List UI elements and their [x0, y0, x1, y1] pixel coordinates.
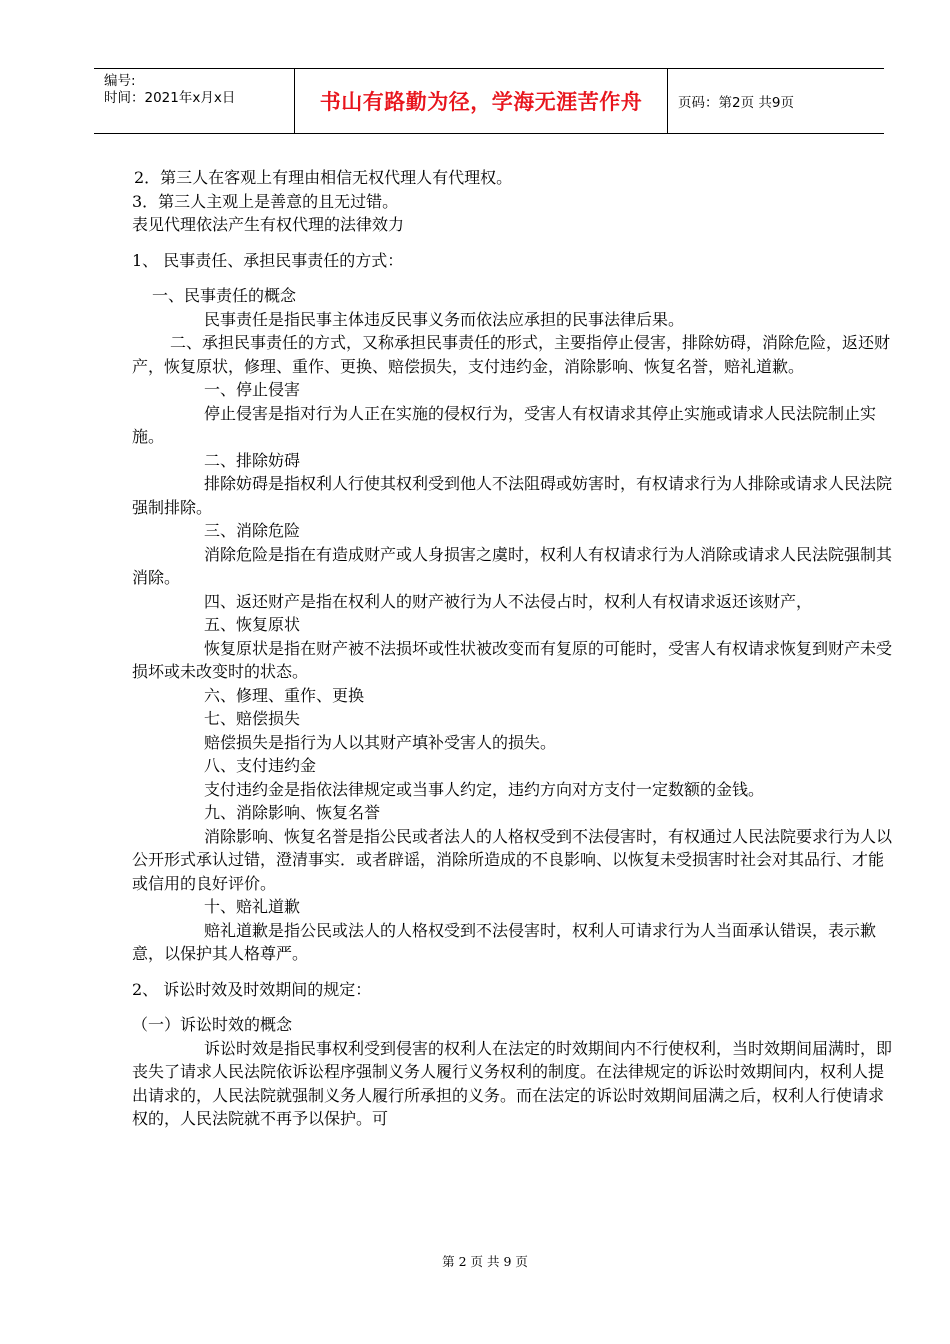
paragraph: 民事责任是指民事主体违反民事义务而依法应承担的民事法律后果。: [204, 309, 685, 329]
paragraph: 2．第三人在客观上有理由相信无权代理人有代理权。: [134, 168, 513, 187]
subheading: （一）诉讼时效的概念: [132, 1015, 293, 1034]
paragraph: 恢复原状是指在财产被不法损坏或性状被改变而有复原的可能时，受害人有权请求恢复到财产未受损坏或未改变时的状态。: [132, 638, 893, 681]
subheading: 八、支付违约金: [204, 756, 317, 775]
paragraph: 消除危险是指在有造成财产或人身损害之虞时，权利人有权请求行为人消除或请求人民法院强制其消除。: [132, 544, 893, 587]
section-heading: 1、 民事责任、承担民事责任的方式：: [132, 250, 404, 270]
subheading: 六、修理、重作、更换: [204, 685, 365, 705]
paragraph: 赔礼道歉是指公民或法人的人格权受到不法侵害时，权利人可请求行为人当面承认错误，表示歉意，以保护其人格尊严。: [132, 920, 877, 963]
paragraph: 排除妨碍是指权利人行使其权利受到他人不法阻碍或妨害时，有权请求行为人排除或请求人民法院强制排除。: [132, 474, 893, 517]
paragraph: 3．第三人主观上是善意的且无过错。: [132, 191, 399, 211]
paragraph: 四、返还财产是指在权利人的财产被行为人不法侵占时，权利人有权请求返还该财产，: [204, 591, 813, 611]
page-footer: 第 2 页 共 9 页: [442, 1254, 528, 1269]
document-body: [132, 166, 892, 1131]
header-number-label: 编号:: [104, 73, 136, 89]
page-header: [94, 68, 884, 134]
header-motto: 书山有路勤为径，学海无涯苦作舟: [295, 69, 668, 133]
subheading: 五、恢复原状: [204, 615, 301, 634]
paragraph: 支付违约金是指依法律规定或当事人约定，违约方向对方支付一定数额的金钱。: [204, 779, 765, 799]
subheading: 三、消除危险: [204, 521, 301, 540]
header-time-label: 时间：2021年x月x日: [104, 90, 236, 106]
subheading: 二、排除妨碍: [204, 450, 301, 470]
paragraph: 表见代理依法产生有权代理的法律效力: [132, 215, 405, 234]
subheading: 十、赔礼道歉: [204, 897, 301, 916]
section-heading: 2、 诉讼时效及时效期间的规定：: [132, 979, 372, 999]
paragraph: 二、承担民事责任的方式，又称承担民事责任的形式，主要指停止侵害，排除妨碍，消除危险，返还财产，恢复原状，修理、重作、更换、赔偿损失，支付违约金，消除影响、恢复名誉，赔礼道歉。: [132, 333, 891, 376]
header-meta: [94, 69, 295, 133]
subheading: 一、民事责任的概念: [152, 286, 297, 305]
paragraph: 赔偿损失是指行为人以其财产填补受害人的损失。: [204, 732, 557, 752]
paragraph: 消除影响、恢复名誉是指公民或者法人的人格权受到不法侵害时，有权通过人民法院要求行为人以公开形式承认过错，澄清事实．或者辟谣，消除所造成的不良影响、以恢复未受损害时社会对其品行、才能或信用的良好评价。: [132, 826, 893, 893]
paragraph: 诉讼时效是指民事权利受到侵害的权利人在法定的时效期间内不行使权利，当时效期间届满时，即丧失了请求人民法院依诉讼程序强制义务人履行义务权利的制度。在法律规定的诉讼时效期间内，权利人提出请求的，人民法院就强制义务人履行所承担的义务。而在法定的诉讼时效期间届满之后，权利人行使请求权的，人民法院就不再予以保护。可: [132, 1038, 893, 1128]
subheading: 一、停止侵害: [204, 380, 301, 399]
subheading: 七、赔偿损失: [204, 709, 301, 728]
subheading: 九、消除影响、恢复名誉: [204, 803, 381, 822]
paragraph: 停止侵害是指对行为人正在实施的侵权行为，受害人有权请求其停止实施或请求人民法院制止实施。: [132, 403, 877, 446]
header-page-label: 页码：第2页 共9页: [678, 95, 794, 111]
